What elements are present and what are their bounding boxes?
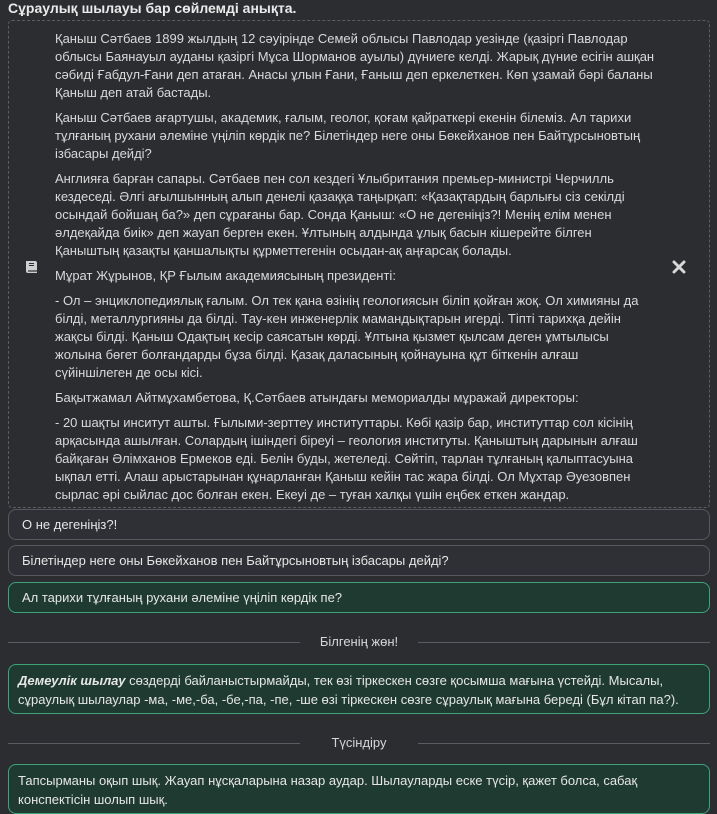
answer-option-1[interactable]: О не дегеніңіз?! (8, 509, 710, 540)
reading-panel (8, 20, 710, 508)
feedback-box (8, 664, 710, 714)
reading-paragraph: - 20 шақты инситут ашты. Ғылыми-зерттеу институттары. Көбі қазір бар, институттар сол кісінің арқасында ашылған. Солардың ішіндегі біреуі – геология институты. Қаныштың дарынын алғаш байқаған Әлімханов Ермеков еді. Белін буды, жетеледі. Сөйтіп, тарлан тұлғаның қалыптасуына ықпал етті. Алаш арыстарынан құнарланған Қаныш кейін тас жара білді. Ол Мұхтар Әуезовпен сырлас әрі сыйлас дос болған екен. Екеуі де – туған халқы үшін еңбек еткен жандар. (55, 415, 638, 502)
reading-paragraph: Бақытжамал Айтмұхамбетова, Қ.Сәтбаев атындағы мемориалды мұражай директоры: (55, 390, 579, 405)
explanation-box (8, 764, 710, 814)
answer-option-3-selected[interactable]: Ал тарихи тұлғаның рухани әлеміне үңіліп көрдік пе? (8, 582, 710, 613)
explanation-divider (8, 735, 710, 753)
answer-option-2[interactable]: Білетіндер неге оны Бөкейханов пен Байтұрсыновтың ізбасары дейді? (8, 545, 710, 576)
reading-paragraph: - Ол – энциклопедиялық ғалым. Ол тек қана өзінің геологиясын біліп қойған жоқ. Ол химияны да білді, металлургияны да білді. Тау-кен инженерлік мамандықтарын игерді. Тіпті тарихқа дейін жақсы білді. Қаныш Одақтың кесір саясатын көрді. Ұлтына қызмет қылсам деген ұмтылысы жолына бөгет болғандарды бұза білді. Қазақ даласының қойнауына құт біткенін алғаш сүйіншілеген де осы кісі. (55, 293, 639, 380)
close-icon[interactable] (669, 257, 689, 277)
feedback-term: Демеулік шылау (18, 673, 126, 688)
reading-paragraph: Қаныш Сәтбаев ағартушы, академик, ғалым, геолог, қоғам қайраткері екенін білеміз. Ал тарихи тұлғаның рухани әлеміне үңіліп көрдік пе? Білетіндер неге оны Бөкейханов пен Байтұрсыновтың ізбасары дейді? (55, 110, 641, 161)
reading-paragraph: Қаныш Сәтбаев 1899 жылдың 12 сәуірінде Семей облысы Павлодар уезінде (қазіргі Павлодар облысы Баянауыл ауданы қазіргі Мұса Шорманов ауылы) дүниеге келді. Жарық дүние есігін ашқан сәбиді Ғабдул-Ғани деп атаған. Анасы ұлын Ғани, Ғаныш деп еркелеткен. Көп ұзамай бәрі баланы Қаныш деп атай бастады. (55, 31, 655, 100)
explanation-heading: Түсіндіру (331, 735, 387, 750)
reading-text (55, 30, 657, 511)
feedback-heading: Білгенің жөн! (319, 634, 399, 649)
reading-paragraph: Мұрат Жұрынов, ҚР Ғылым академиясының президенті: (55, 268, 396, 283)
feedback-text: сөздерді байланыстырмайды, тек өзі тіркескен сөзге қосымша мағына үстейді. Мысалы, сұраулық шылаулар -ма, -ме,-ба, -бе,-па, -пе, -ше өзі тіркескен сөзге сұраулық мағына береді (Бұл кітап па?). (18, 673, 679, 707)
explanation-text: Тапсырманы оқып шық. Жауап нұсқаларына назар аудар. Шылауларды еске түсір, қажет болса, сабақ конспектісін шолып шық. (18, 773, 638, 807)
reading-paragraph: Англияға барған сапары. Сәтбаев пен сол кездегі Ұлыбритания премьер-министрі Черчилль кездеседі. Әлгі ағылшынның алып денелі қазаққа таңырқап: «Қазақтардың барлығы сіз секілді осындай бойшаң ба?» деп сұрағаны бар. Сонда Қаныш: «О не дегеніңіз?! Менің елім менен әлдеқайда биік» деп жауап берген екен. Ұлтының алдында ұлық басын кішерейте білген Қаныштың қазақты қаншалықты құрметтегенін осыдан-ақ аңғарсақ болады. (55, 171, 625, 258)
task-title: Сұраулық шылауы бар сөйлемді анықта. (8, 0, 297, 16)
feedback-divider (8, 634, 710, 652)
divider-line (418, 743, 710, 744)
book-icon (23, 258, 41, 276)
divider-line (418, 642, 710, 643)
